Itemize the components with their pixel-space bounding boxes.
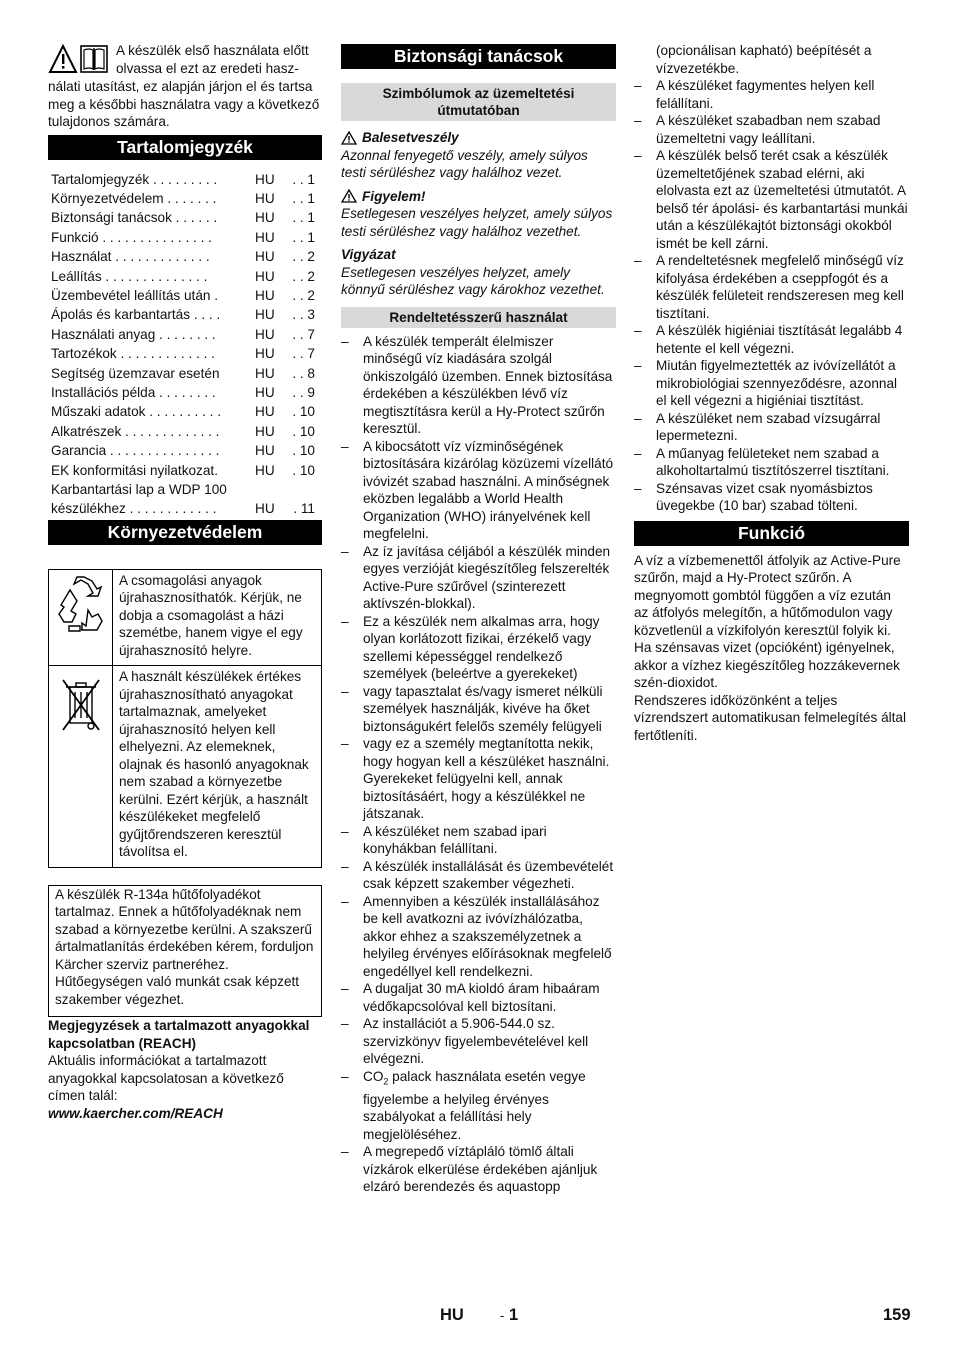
toc-row[interactable] <box>48 422 322 441</box>
environment-packaging-text: A csomagolási anyagok újrahasznosíthatók. Kérjük, ne dobja a csomagolást a házi szemétbe, hanem vigye el egy újrahasznosító helyre. <box>119 572 303 658</box>
toc-lang: HU <box>255 307 275 323</box>
intro-icons <box>48 43 110 75</box>
list-item: – Ez a készülék nem alkalmas arra, hogy olyan korlátozott fizikai, érzékelő vagy szellemi képességgel rendelkező személyek (beleértve a gyerekeket) <box>341 613 616 683</box>
toc-title: Környezetvédelem . . . . . . . <box>51 190 217 206</box>
recycling-icon <box>55 576 107 634</box>
toc-page: . . 1 <box>292 229 315 245</box>
list-item: – A rendeltetésnek megfelelő minőségű víz kifolyása érdekében a cseppfogót és a készülék felületeit rendszeresen meg kell tisztítani. <box>634 252 909 322</box>
toc-lang: HU <box>255 501 275 517</box>
manual-book-icon <box>81 46 107 72</box>
environment-row-packaging <box>49 570 321 666</box>
list-item: – Miután figyelmeztették az ivóvízellátót a mikrobiológiai szennyeződésre, azonnal el kell végezni a higiéniai tisztítást. <box>634 357 909 410</box>
list-item: – A készülék higiéniai tisztítását legalább 4 hetente el kell végezni. <box>634 322 909 357</box>
warning-label: Figyelem! <box>362 188 426 204</box>
toc-page: . . 1 <box>292 210 315 226</box>
symbols-heading: Szimbólumok az üzemeltetési útmutatóban <box>341 83 616 121</box>
toc-title: Leállítás . . . . . . . . . . . . . . <box>51 268 208 284</box>
reach-link[interactable]: www.kaercher.com/REACH <box>48 1105 223 1121</box>
list-item: – A műanyag felületeket nem szabad a alkoholtartalmú tisztítószerrel tisztítani. <box>634 445 909 480</box>
toc-lang: HU <box>255 326 275 342</box>
toc-lang: HU <box>255 462 275 478</box>
list-item: – A készüléket szabadban nem szabad üzemeltetni vagy leállítani. <box>634 112 909 147</box>
toc-row[interactable] <box>48 305 322 324</box>
warning-icon <box>341 189 357 203</box>
list-item: – A készüléket nem szabad vízsugárral lepermetezni. <box>634 410 909 445</box>
caution-text: Esetlegesen veszélyes helyzet, amely könnyű sérüléshez vagy károkhoz vezethet. <box>341 264 605 297</box>
toc-title: Karbantartási lap a WDP 100 készülékhez . . . . . . . . . . . . <box>51 482 227 517</box>
hose-continuation: (opcionálisan kapható) beépítését a vízvezetékbe. <box>656 43 872 76</box>
refrigerant-note: A készülék R-134a hűtőfolyadékot tartalmaz. Ennek a hűtőfolyadéknak nem szabad a környezetbe kerülni. A szakszerű ártalmatlanítás érdekében kérem, forduljon Kärcher szerviz partneréhez. Hűtőegységen való munkát csak képzett szakember végezhet. <box>48 885 322 1018</box>
toc-row[interactable] <box>48 286 322 305</box>
list-item-co2: – $CO_2$ palack használata esetén vegye figyelembe a helyileg érvényes szabályokat a felállítási hely megjelöléséhez. <box>341 1068 616 1144</box>
list-item: – Szénsavas vizet csak nyomásbiztos üvegekbe (10 bar) szabad tölteni. <box>634 480 909 515</box>
intended-use-heading: Rendeltetésszerű használat <box>341 307 616 328</box>
toc-title: Tartalomjegyzék . . . . . . . . . <box>51 171 218 187</box>
toc-lang: HU <box>255 443 275 459</box>
toc-page: . . 2 <box>292 249 315 265</box>
column-left <box>48 42 322 1122</box>
crossed-out-bin-icon <box>55 672 107 736</box>
danger-warning-icon <box>341 131 357 145</box>
caution-label: Vigyázat <box>341 247 396 262</box>
toc-row[interactable] <box>48 170 322 189</box>
warning-triangle-icon <box>50 46 76 72</box>
intro-rest: nálati utasítást, ez alapján járjon el és tartsa meg a későbbi használatra vagy a következő tulajdonos számára. <box>48 79 320 129</box>
toc-lang: HU <box>255 346 275 362</box>
toc-title: Használat . . . . . . . . . . . . . <box>51 249 210 265</box>
danger-label-row <box>341 129 616 147</box>
list-item: – A készülék installálását és üzembevételét csak képzett szakember végezheti. <box>341 858 616 893</box>
warning-text: Esetlegesen veszélyes helyzet, amely súlyos testi sérüléshez vagy halálhoz vezethet. <box>341 206 613 239</box>
toc-lang: HU <box>255 384 275 400</box>
toc-lang: HU <box>255 287 275 303</box>
toc-title: Műszaki adatok . . . . . . . . . . <box>51 404 221 420</box>
toc-title: Garancia . . . . . . . . . . . . . . . <box>51 443 220 459</box>
list-item: – A dugaljat 30 mA kioldó áram hibaáram védőkapcsolóval kell biztosítani. <box>341 980 616 1015</box>
list-item: – A készülék belső terét csak a készülék üzemeltetőjének szabad elérni, aki elolvasta ezt az üzemeltetési útmutatót. A belső tér ápolási- és karbantartási munkái után a készülékajtót biztonsági okokból ismét be kell zárni. <box>634 147 909 252</box>
list-item-hose: – A megrepedő víztápláló tömlő általi vízkárok elkerülése érdekében ajánljuk elzáró berendezés és aquastopp <box>341 1143 616 1196</box>
toc-title: Biztonsági tanácsok . . . . . . <box>51 210 218 226</box>
toc-row[interactable] <box>48 364 322 383</box>
toc-title: Installációs példa . . . . . . . . <box>51 384 216 400</box>
function-para1: A víz a vízbemenettől átfolyik az Active-Pure szűrőn, majd a Hy-Protect szűrőn. A megnyomott gombtól függően a víz ezután az átfolyós melegítőn, a hűtőmodulon vagy közvetlenül a vízkifolyón keresztül folyik ki. Ha szénsavas vizet (opcióként) igényelnek, akkor a vízhez kiegészítőleg hozzákevernek szén-dioxidot. <box>634 552 901 690</box>
toc-lang: HU <box>255 404 275 420</box>
safety-list-continued <box>634 77 909 515</box>
toc-page: . . 7 <box>292 346 315 362</box>
footer-lang: HU <box>440 1306 464 1324</box>
toc-lang: HU <box>255 210 275 226</box>
list-item: – vagy tapasztalat és/vagy ismeret nélküli személyek használják, kivéve ha őket biztonságukért felelős személy felügyeli <box>341 683 616 736</box>
list-item: – A készülék temperált élelmiszer minőségű víz kiadására szolgál önkiszolgáló üzemben. Ennek biztosítása érdekében a készülékben lévő víz megtisztításra kerül a Hy-Protect szűrőn keresztül. <box>341 333 616 438</box>
function-heading: Funkció <box>634 521 909 546</box>
environment-devices-text: A használt készülékek értékes újrahasznosítható anyagokat tartalmaznak, amelyeket újrahasznosító helyen kell elhelyezni. Az elemeknek, olajnak és hasonló anyagoknak nem szabad a környezetbe kerülni. Ezért kérjük, a használt készülékeket megfelelő gyűjtőrendszeren keresztül távolítsa el. <box>119 669 309 860</box>
safety-heading: Biztonsági tanácsok <box>341 44 616 69</box>
intro-notice <box>48 42 322 78</box>
toc-row[interactable] <box>48 247 322 266</box>
warning-label-row <box>341 188 616 206</box>
toc-lang: HU <box>255 229 275 245</box>
danger-text: Azonnal fenyegető veszély, amely súlyos testi sérüléshez vagy halálhoz vezet. <box>341 147 588 180</box>
toc-title: Ápolás és karbantartás . . . . <box>51 307 221 323</box>
toc-lang: HU <box>255 268 275 284</box>
toc-page: . . 2 <box>292 268 315 284</box>
toc-row[interactable] <box>48 325 322 344</box>
toc-row[interactable] <box>48 461 322 480</box>
toc-row[interactable] <box>48 208 322 227</box>
toc-page: . . 7 <box>292 326 315 342</box>
toc-lang: HU <box>255 171 275 187</box>
toc-title: Segítség üzemzavar esetén <box>51 365 220 381</box>
toc-page: . . 8 <box>292 365 315 381</box>
intended-use-list <box>341 333 616 1196</box>
toc-title: Üzembevétel leállítás után . <box>51 287 218 303</box>
toc-page: . 11 <box>293 501 315 517</box>
toc-lang: HU <box>255 249 275 265</box>
column-middle <box>341 42 616 1196</box>
toc-page: . . 1 <box>292 190 315 206</box>
function-para2: Rendszeres időközönként a teljes vízrendszert automatikusan felmelegítés által fertőtleníti. <box>634 692 907 743</box>
toc-row[interactable] <box>48 480 322 519</box>
intro-line1: A készülék első használata előtt olvassa el ezt az eredeti hasz- <box>116 43 309 76</box>
toc-title: Használati anyag . . . . . . . . <box>51 326 216 342</box>
list-item: – vagy ez a személy megtanította nekik, hogy hogyan kell a készüléket használni. Gyerekeket felügyelni kell, annak biztosításáért, hogy a készülékkel ne játszanak. <box>341 735 616 823</box>
reach-title: Megjegyzések a tartalmazott anyagokkal kapcsolatban (REACH) <box>48 1018 310 1051</box>
list-item: – A készüléket fagymentes helyen kell felállítani. <box>634 77 909 112</box>
toc-table <box>48 170 322 519</box>
toc-page: . . 9 <box>292 384 315 400</box>
toc-row[interactable] <box>48 441 322 460</box>
toc-row[interactable] <box>48 267 322 286</box>
toc-row[interactable] <box>48 189 322 208</box>
toc-title: Funkció . . . . . . . . . . . . . . . <box>51 229 212 245</box>
toc-page: . . 1 <box>292 171 315 187</box>
toc-row[interactable] <box>48 228 322 247</box>
toc-lang: HU <box>255 190 275 206</box>
page-number: 159 <box>883 1306 911 1324</box>
toc-lang: HU <box>255 423 275 439</box>
toc-row[interactable] <box>48 344 322 363</box>
list-item: – Az installációt a 5.906-544.0 sz. szervizkönyv figyelembevételével kell elvégezni. <box>341 1015 616 1068</box>
column-right <box>634 42 909 744</box>
toc-row[interactable] <box>48 383 322 402</box>
toc-page: . 10 <box>292 462 315 478</box>
footer-section: - 1 <box>500 1306 519 1324</box>
list-item: – A kibocsátott víz vízminőségének biztosítására kizárólag közüzemi vízellátó ivóvizét szabad használni. A minőségnek eközben legalább a World Health Organization (WHO) irányelvének kell megfelelni. <box>341 438 616 543</box>
toc-title: EK konformitási nyilatkozat. <box>51 462 218 478</box>
toc-page: . 10 <box>292 423 315 439</box>
list-item: – Amennyiben a készülék installálásához be kell avatkozni az ivóvízhálózatba, akkor ehhez a szakszemélyzetnek a helyileg érvényes előírásoknak megfelelő engedéllyel kell rendelkezni. <box>341 893 616 981</box>
environment-heading: Környezetvédelem <box>48 520 322 545</box>
list-item: – Az íz javítása céljából a készülék minden egyes verzióját kiegészítőleg felszerelték Active-Pure szűrővel (szinterezett aktívszén-blokkal). <box>341 543 616 613</box>
list-item: – A készüléket nem szabad ipari konyhákban felállítani. <box>341 823 616 858</box>
toc-title: Tartozékok . . . . . . . . . . . . . <box>51 346 215 362</box>
reach-text: Aktuális információkat a tartalmazott anyagokkal kapcsolatosan a következő címen talál: <box>48 1053 284 1104</box>
toc-title: Alkatrészek . . . . . . . . . . . . . <box>51 423 220 439</box>
environment-row-devices <box>49 665 321 867</box>
toc-page: . 10 <box>292 404 315 420</box>
environment-table <box>48 569 322 868</box>
toc-row[interactable] <box>48 402 322 421</box>
toc-page: . . 2 <box>292 287 315 303</box>
danger-label: Balesetveszély <box>362 130 459 145</box>
toc-lang: HU <box>255 365 275 381</box>
toc-page: . . 3 <box>292 307 315 323</box>
toc-heading: Tartalomjegyzék <box>48 135 322 160</box>
toc-page: . 10 <box>292 443 315 459</box>
